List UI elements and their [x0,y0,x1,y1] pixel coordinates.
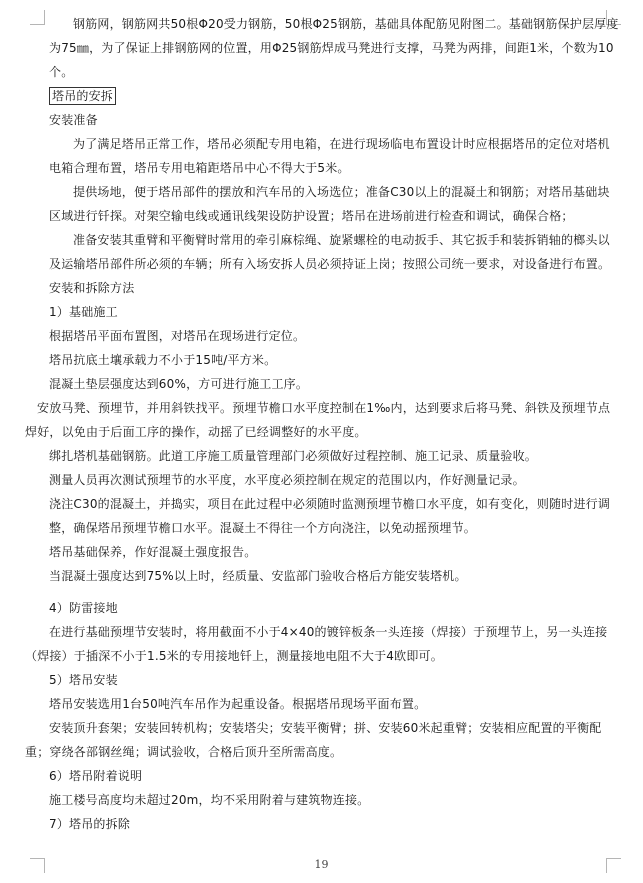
paragraph-rebar-mesh: 钢筋网，钢筋网共50根Φ20受力钢筋，50根Φ25钢筋，基础具体配筋见附图二。基础钢筋保护层厚度为75㎜，为了保证上排钢筋网的位置，用Φ25钢筋焊成马凳进行支撑，马凳为两排，间距1米，个数为10个。 [49,17,619,79]
paragraph-no-attachment: 施工楼号高度均未超过20m，均不采用附着与建筑物连接。 [49,793,370,807]
subheading-foundation: 1）基础施工 [49,305,118,319]
paragraph-install-steps: 安装顶升套架；安装回转机构；安装塔尖；安装平衡臂；拼、安装60米起重臂；安装相应配置的平衡配重；穿绕各部钢丝绳；调试验收，合格后顶升至所需高度。 [25,721,602,759]
paragraph-truck-crane: 塔吊安装选用1台50吨汽车吊作为起重设备。根据塔吊现场平面布置。 [49,697,427,711]
paragraph-curing: 塔吊基础保养，作好混凝土强度报告。 [49,545,257,559]
section-heading [49,84,621,108]
paragraph-soil-capacity: 塔吊抗底土壤承载力不小于15吨/平方米。 [49,353,277,367]
subheading-methods: 安装和拆除方法 [49,281,135,295]
subheading-attachment: 6）塔吊附着说明 [49,769,143,783]
page-number: 19 [314,858,329,871]
subheading-dismantle: 7）塔吊的拆除 [49,817,131,831]
paragraph-embed-leveling: 安放马凳、预埋节，并用斜铁找平。预埋节檐口水平度控制在1‰内，达到要求后将马凳、斜铁及预埋节点焊好，以免由于后面工序的操作，动摇了已经调整好的水平度。 [25,401,611,439]
paragraph-rebar-binding: 绑扎塔机基础钢筋。此道工序施工质量管理部门必须做好过程控制、施工记录、质量验收。 [49,449,538,463]
paragraph-grounding: 在进行基础预埋节安装时，将用截面不小于4×40的镀锌板条一头连接（焊接）于预埋节上，另一头连接（焊接）于插深不小于1.5米的专用接地钎上，测量接地电阻不大于4欧即可。 [25,625,608,663]
subheading-crane-install: 5）塔吊安装 [49,673,118,687]
paragraph-level-check: 测量人员再次测试预埋节的水平度，水平度必须控制在规定的范围以内，作好测量记录。 [49,473,525,487]
crop-mark-top-left [30,10,45,25]
paragraph-power-box: 为了满足塔吊正常工作，塔吊必须配专用电箱，在进行现场临电布置设计时应根据塔吊的定位对塔机电箱合理布置，塔吊专用电箱距塔吊中心不得大于5米。 [49,137,610,175]
paragraph-strength-acceptance: 当混凝土强度达到75%以上时，经质量、安监部门验收合格后方能安装塔机。 [49,569,467,583]
document-body [25,12,621,836]
subheading-install-prep: 安装准备 [49,113,98,127]
section-heading-text: 塔吊的安拆 [49,87,116,105]
paragraph-pouring: 浇注C30的混凝土，并捣实，项目在此过程中必须随时监测预埋节檐口水平度，如有变化，则随时进行调整，确保塔吊预埋节檐口水平。混凝土不得往一个方向浇注，以免动摇预埋节。 [49,497,611,535]
paragraph-cushion-strength: 混凝土垫层强度达到60%，方可进行施工工序。 [49,377,309,391]
subheading-lightning: 4）防雷接地 [49,601,118,615]
paragraph-positioning: 根据塔吊平面布置图，对塔吊在现场进行定位。 [49,329,306,343]
paragraph-tools-prep: 准备安装其重臂和平衡臂时常用的牵引麻棕绳、旋紧螺栓的电动扳手、其它扳手和装拆销轴的榔头以及运输塔吊部件所必须的车辆；所有入场安拆人员必须持证上岗；按照公司统一要求，对设备进行布置。 [49,233,611,271]
paragraph-site-prep: 提供场地，便于塔吊部件的摆放和汽车吊的入场选位；准备C30以上的混凝土和钢筋；对塔吊基础块区域进行钎探。对架空输电线或通讯线架设防护设置；塔吊在进场前进行检查和调试，确保合格； [49,185,610,223]
